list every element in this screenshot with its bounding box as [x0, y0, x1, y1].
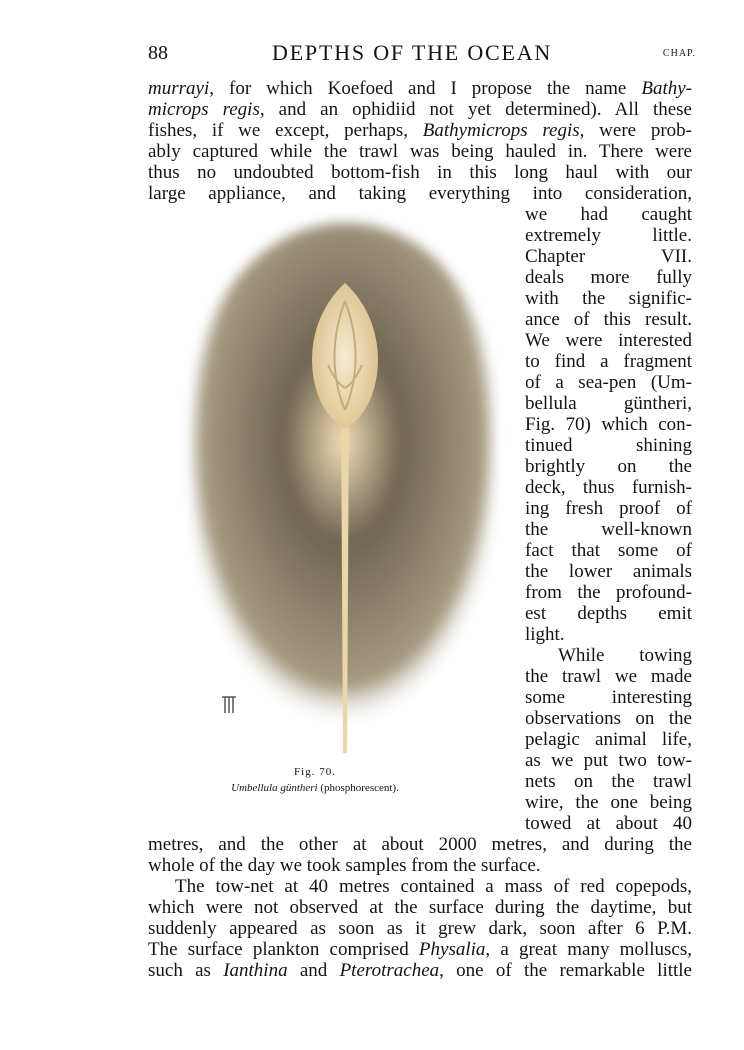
side-line: While towing [558, 645, 692, 666]
text-line: metres, and the other at about 2000 metres, and during the [148, 834, 692, 855]
side-line: We were interested [525, 330, 692, 351]
text-run: , were prob- [579, 120, 692, 141]
side-line: some interesting [525, 687, 692, 708]
text-line [148, 960, 692, 981]
text-line [148, 78, 692, 99]
side-line: Chapter VII. [525, 246, 692, 267]
side-line: with the signific- [525, 288, 692, 309]
text-line: large appliance, and taking everything into consideration, [148, 183, 692, 204]
italic-run: Physalia [418, 939, 486, 960]
caption-species: Umbellula güntheri [231, 782, 318, 794]
text-line: The tow-net at 40 metres contained a mass of red copepods, [175, 876, 692, 897]
side-line: pelagic animal life, [525, 729, 692, 750]
sea-pen-figure [180, 205, 510, 765]
side-line: observations on the [525, 708, 692, 729]
figure-caption [180, 782, 450, 794]
side-line: the well-known [525, 519, 692, 540]
caption-note: (phosphorescent). [317, 782, 399, 794]
side-line: wire, the one being [525, 792, 692, 813]
text-run: , for which Koefoed and I propose the name [209, 78, 642, 99]
text-run: , and an ophidiid not yet determined). All these [259, 99, 692, 120]
side-line: deck, thus furnish- [525, 477, 692, 498]
text-line: which were not observed at the surface during the daytime, but [148, 897, 692, 918]
side-line: the trawl we made [525, 666, 692, 687]
italic-run: Bathy- [641, 78, 692, 99]
text-line: whole of the day we took samples from the surface. [148, 855, 541, 876]
chapter-abbrev: CHAP. [662, 48, 696, 59]
italic-run: microps regis [148, 99, 260, 120]
text-line: thus no undoubted bottom-fish in this long haul with our [148, 162, 692, 183]
side-line: deals more fully [525, 267, 692, 288]
text-run: such as [148, 960, 224, 981]
text-run: , one of the remarkable little [439, 960, 692, 981]
figure-caption-label: Fig. 70. [294, 766, 336, 778]
text-run: and [287, 960, 340, 981]
side-line: ance of this result. [525, 309, 692, 330]
text-line [148, 939, 692, 960]
text-line [148, 120, 692, 141]
text-line [148, 99, 692, 120]
side-line: from the profound- [525, 582, 692, 603]
text-run: The surface plankton comprised [148, 939, 419, 960]
page-number: 88 [148, 42, 168, 64]
artist-monogram [222, 697, 236, 713]
side-line: est depths emit [525, 603, 692, 624]
side-line: nets on the trawl [525, 771, 692, 792]
italic-run: Pterotrachea [339, 960, 440, 981]
italic-run: murrayi [148, 78, 210, 99]
text-run: fishes, if we except, perhaps, [148, 120, 423, 141]
side-line: to find a fragment [525, 351, 692, 372]
side-line: tinued shining [525, 435, 692, 456]
side-line: bellula güntheri, [525, 393, 692, 414]
side-line: light. [525, 624, 565, 645]
side-line: towed at about 40 [525, 813, 692, 834]
side-line: of a sea-pen (Um- [525, 372, 692, 393]
side-line: brightly on the [525, 456, 692, 477]
text-line: suddenly appeared as soon as it grew dark, soon after 6 P.M. [148, 918, 692, 939]
running-head: DEPTHS OF THE OCEAN [272, 40, 553, 65]
side-line: fact that some of [525, 540, 692, 561]
side-line: ing fresh proof of [525, 498, 692, 519]
side-line: the lower animals [525, 561, 692, 582]
text-line: ably captured while the trawl was being hauled in. There were [148, 141, 692, 162]
page-header [148, 42, 696, 72]
text-run: , a great many molluscs, [485, 939, 692, 960]
italic-run: Ianthina [223, 960, 288, 981]
side-line: as we put two tow- [525, 750, 692, 771]
side-line: extremely little. [525, 225, 692, 246]
side-line: Fig. 70) which con- [525, 414, 692, 435]
italic-run: Bathymicrops regis [422, 120, 580, 141]
side-line: we had caught [525, 204, 692, 225]
